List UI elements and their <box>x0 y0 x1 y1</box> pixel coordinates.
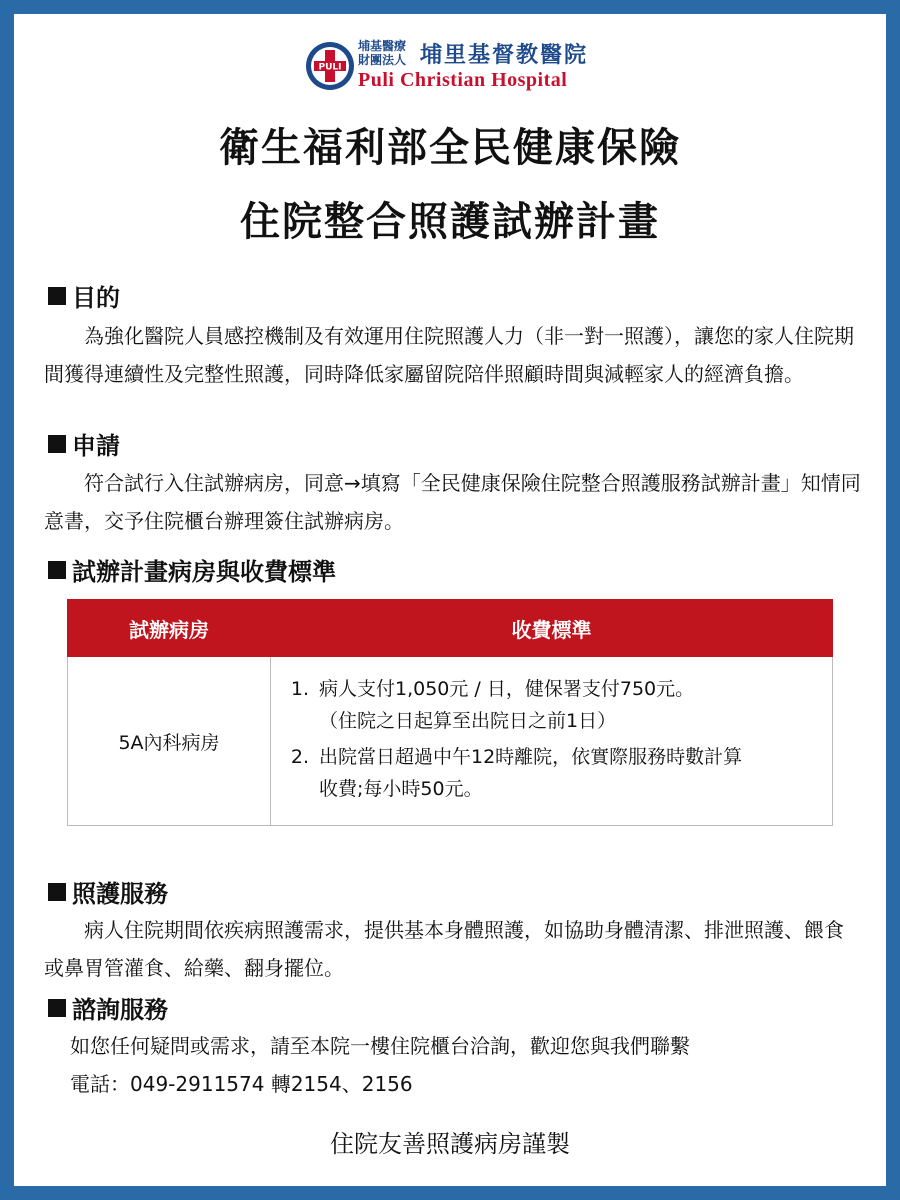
square-bullet-icon <box>48 287 66 305</box>
purpose-text: 為強化醫院人員感控機制及有效運用住院照護人力（非一對一照護），讓您的家人住院期間獲得連續性及完整性照護，同時降低家屬留院陪伴照顧時間與減輕家人的經濟負擔。 <box>44 324 854 386</box>
section-heading-purpose: 目的 <box>48 278 120 313</box>
page-title-line2: 住院整合照護試辦計畫 <box>240 199 660 245</box>
hospital-name-cn: 埔里基督教醫院 <box>420 42 589 68</box>
square-bullet-icon <box>48 999 66 1017</box>
square-bullet-icon <box>48 561 66 579</box>
org-type-text: 埔基醫療 財團法人 <box>358 39 407 67</box>
hospital-name-en: Puli Christian Hospital <box>358 69 568 91</box>
hospital-logo <box>304 36 634 94</box>
fee-cell <box>271 657 833 826</box>
phone-number: 電話：049-2911574 轉2154、2156 <box>70 1072 413 1096</box>
square-bullet-icon <box>48 883 66 901</box>
list-item: 2. 出院當日超過中午12時離院，依實際服務時數計算 收費;每小時50元。 <box>290 746 743 800</box>
room-cell: 5A內科病房 <box>68 657 271 826</box>
square-bullet-icon <box>48 435 66 453</box>
fee-table <box>67 599 833 826</box>
page-title-line1: 衛生福利部全民健康保險 <box>219 125 681 171</box>
section-heading-consult: 諮詢服務 <box>48 990 168 1025</box>
section-heading-fees: 試辦計畫病房與收費標準 <box>48 552 336 587</box>
list-item: 1. 病人支付1,050元 / 日，健保署支付750元。 （住院之日起算至出院日之前1日） <box>290 678 695 732</box>
table-row <box>68 657 833 826</box>
consult-text: 如您任何疑問或需求，請至本院一樓住院櫃台洽詢，歡迎您與我們聯繫 <box>70 1034 690 1058</box>
footer-credit: 住院友善照護病房謹製 <box>330 1130 570 1158</box>
apply-text: 符合試行入住試辦病房，同意→填寫「全民健康保險住院整合照護服務試辦計畫」知情同意書，交予住院櫃台辦理簽住試辦病房。 <box>44 471 861 533</box>
fee-table-header-row <box>68 600 833 657</box>
section-heading-care: 照護服務 <box>48 874 168 909</box>
poster <box>14 14 886 1186</box>
fee-list <box>275 673 822 805</box>
hospital-emblem-icon <box>304 40 356 92</box>
section-heading-apply: 申請 <box>48 426 120 461</box>
column-header-room: 試辦病房 <box>68 600 271 657</box>
svg-text:PULI: PULI <box>318 62 342 73</box>
care-text: 病人住院期間依疾病照護需求，提供基本身體照護，如協助身體清潔、排泄照護、餵食或鼻胃管灌食、給藥、翻身擺位。 <box>44 918 844 980</box>
column-header-fee: 收費標準 <box>271 600 833 657</box>
